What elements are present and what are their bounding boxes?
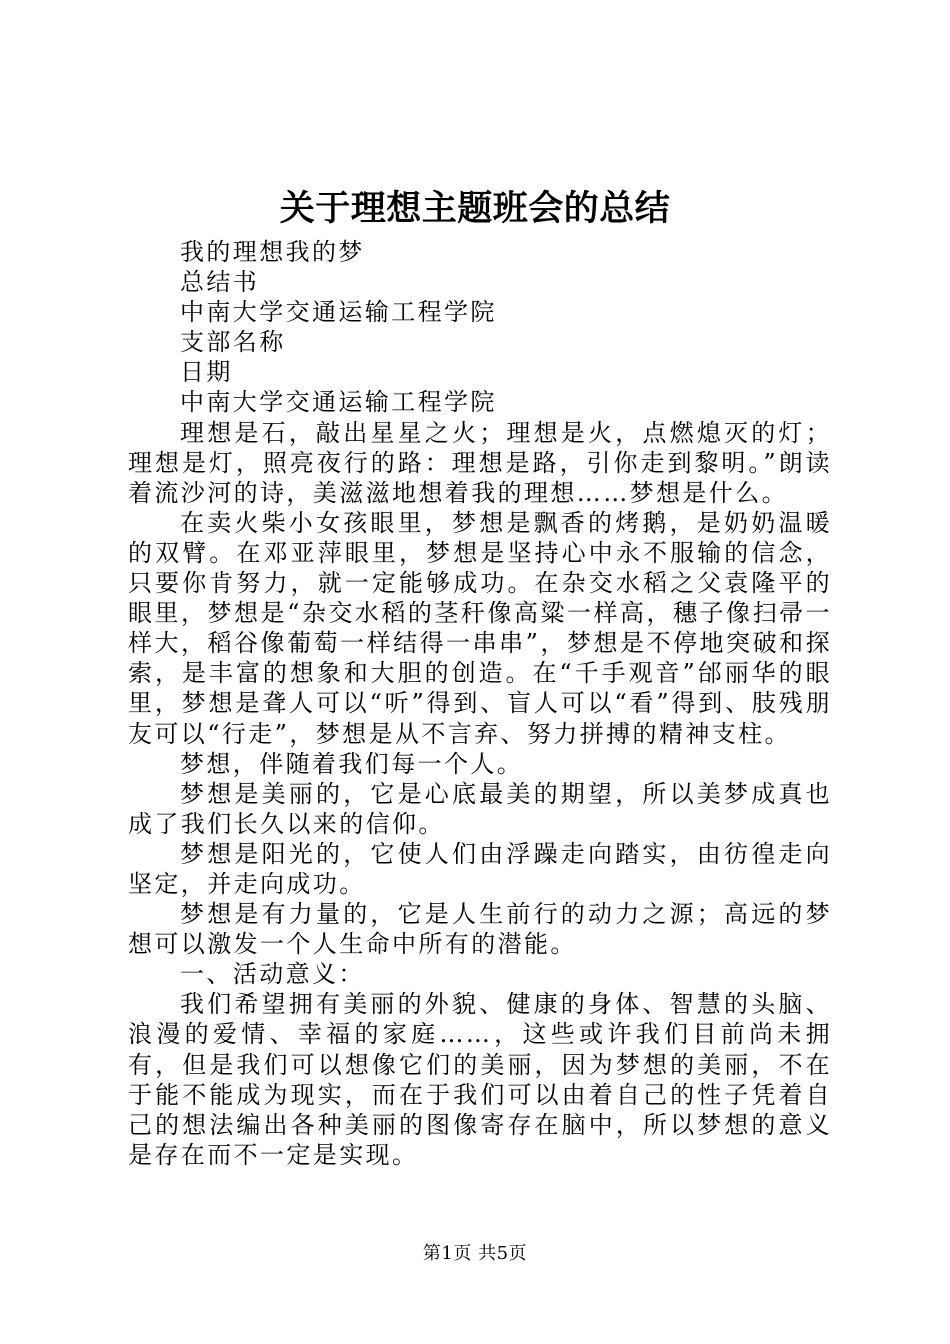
page-number-footer: 第1页 共5页 (422, 1243, 528, 1264)
header-line-branch-name: 支部名称 (180, 328, 286, 357)
header-line-school-repeat: 中南大学交通运输工程学院 (180, 388, 497, 417)
header-line-theme: 我的理想我的梦 (180, 238, 365, 266)
header-line-date: 日期 (180, 358, 233, 387)
header-line-school: 中南大学交通运输工程学院 (180, 298, 497, 327)
paragraph-sunny: 梦想是阳光的，它使人们由浮躁走向踏实，由彷徨走向坚定，并走向成功。 (128, 839, 832, 898)
document-title: 关于理想主题班会的总结 (279, 188, 671, 229)
document-body (128, 237, 832, 1170)
header-line-doc-type: 总结书 (180, 268, 260, 297)
paragraph-accompany: 梦想，伴随着我们每一个人。 (180, 749, 524, 778)
paragraph-significance: 我们希望拥有美丽的外貌、健康的身体、智慧的头脑、浪漫的爱情、幸福的家庭……，这些或许我们目前尚未拥有，但是我们可以想像它们的美丽，因为梦想的美丽，不在于能不能成为现实，而在于我们可以由着自己的性子凭着自己的想法编出各种美丽的图像寄存在脑中，所以梦想的意义是存在而不一定是实现。 (128, 990, 832, 1169)
paragraph-beautiful: 梦想是美丽的，它是心底最美的期望，所以美梦成真也成了我们长久以来的信仰。 (128, 779, 832, 838)
paragraph-powerful: 梦想是有力量的，它是人生前行的动力之源；高远的梦想可以激发一个人生命中所有的潜能。 (128, 900, 832, 959)
paragraph-examples: 在卖火柴小女孩眼里，梦想是飘香的烤鹅，是奶奶温暖的双臂。在邓亚萍眼里，梦想是坚持心中永不服输的信念，只要你肯努力，就一定能够成功。在杂交水稻之父袁隆平的眼里，梦想是“杂交水稻的茎秆像高粱一样高，穗子像扫帚一样大，稻谷像葡萄一样结得一串串”，梦想是不停地突破和探索，是丰富的想象和大胆的创造。在“千手观音”邰丽华的眼里，梦想是聋人可以“听”得到、盲人可以“看”得到、肢残朋友可以“行走”，梦想是从不言弃、努力拼搏的精神支柱。 (128, 508, 832, 748)
section-heading-significance: 一、活动意义： (180, 960, 365, 989)
paragraph-poem: 理想是石，敲出星星之火；理想是火，点燃熄灭的灯；理想是灯，照亮夜行的路：理想是路，引你走到黎明。”朗读着流沙河的诗，美滋滋地想着我的理想……梦想是什么。 (128, 418, 832, 507)
